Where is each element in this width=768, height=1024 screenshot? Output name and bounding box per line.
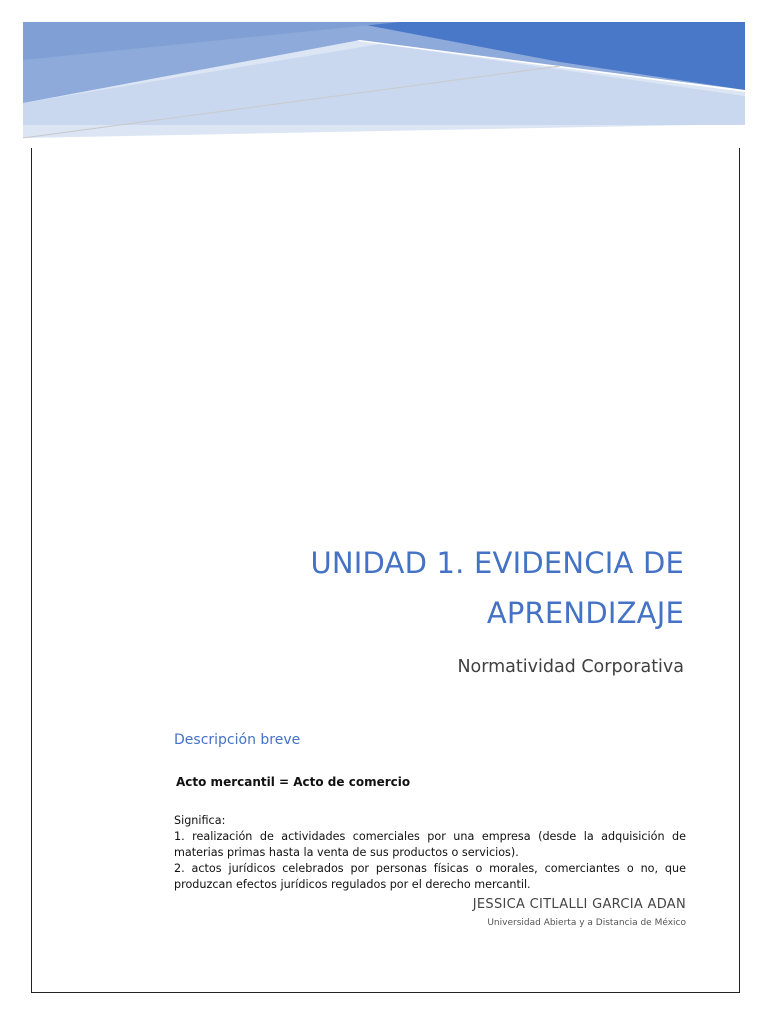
- definition-line: Acto mercantil = Acto de comercio: [176, 775, 411, 789]
- title-line-1: UNIDAD 1. EVIDENCIA DE: [310, 546, 684, 580]
- institution-name: Universidad Abierta y a Distancia de México: [487, 918, 686, 928]
- meaning-label: Significa:: [174, 814, 226, 827]
- author-name: JESSICA CITLALLI GARCIA ADAN: [472, 897, 686, 912]
- meaning-item-2: 2. actos jurídicos celebrados por personas físicas o morales, comerciantes o no, que produzcan efectos jurídicos regulados por el derecho mercantil.: [174, 862, 686, 891]
- header-banner: [0, 0, 768, 150]
- body-text: [174, 813, 686, 893]
- document-title: [164, 538, 684, 638]
- meaning-item-1: 1. realización de actividades comerciales por una empresa (desde la adquisición de materias primas hasta la venta de sus productos o servicios).: [174, 830, 686, 859]
- document-subtitle: Normatividad Corporativa: [457, 657, 684, 677]
- section-heading: Descripción breve: [174, 732, 301, 748]
- title-line-2: APRENDIZAJE: [486, 596, 684, 630]
